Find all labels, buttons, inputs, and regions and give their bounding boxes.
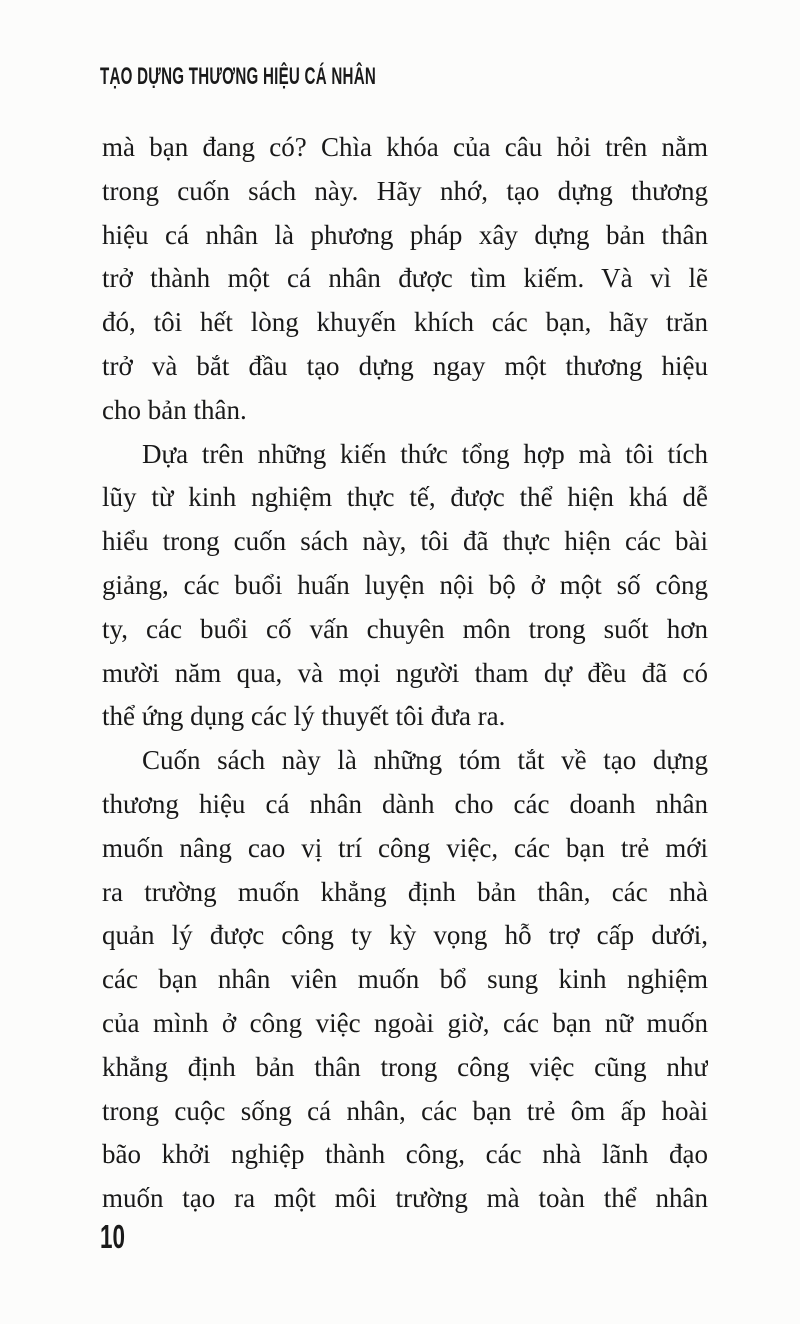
text-line: hiệu cá nhân là phương pháp xây dựng bản thân — [102, 219, 708, 250]
text-line: đó, tôi hết lòng khuyến khích các bạn, hãy trăn — [102, 307, 708, 338]
text-line: lũy từ kinh nghiệm thực tế, được thể hiện khá dễ — [102, 482, 708, 513]
page-number: 10 — [100, 1218, 125, 1255]
text-line: thương hiệu cá nhân dành cho các doanh nhân — [102, 788, 708, 819]
body-text — [102, 126, 708, 1221]
text-line: Dựa trên những kiến thức tổng hợp mà tôi tích — [142, 438, 708, 469]
text-line: khẳng định bản thân trong công việc cũng như — [102, 1051, 708, 1082]
text-line: mà bạn đang có? Chìa khóa của câu hỏi trên nằm — [102, 132, 708, 162]
text-line: muốn nâng cao vị trí công việc, các bạn trẻ mới — [102, 832, 708, 863]
text-line: thể ứng dụng các lý thuyết tôi đưa ra. — [102, 701, 506, 732]
text-line: trong cuốn sách này. Hãy nhớ, tạo dựng thương — [102, 175, 708, 206]
text-line: Cuốn sách này là những tóm tắt về tạo dựng — [142, 745, 708, 776]
text-line: mười năm qua, và mọi người tham dự đều đã có — [102, 657, 708, 688]
text-line: của mình ở công việc ngoài giờ, các bạn nữ muốn — [102, 1007, 708, 1038]
paragraph — [102, 433, 708, 740]
text-line: quản lý được công ty kỳ vọng hỗ trợ cấp dưới, — [102, 920, 708, 951]
text-line: hiểu trong cuốn sách này, tôi đã thực hiện các bài — [102, 526, 708, 557]
text-line: giảng, các buổi huấn luyện nội bộ ở một số công — [102, 569, 708, 600]
text-line: trong cuộc sống cá nhân, các bạn trẻ ôm ấp hoài — [102, 1095, 708, 1126]
text-line: bão khởi nghiệp thành công, các nhà lãnh đạo — [102, 1139, 708, 1170]
text-line: trở và bắt đầu tạo dựng ngay một thương hiệu — [102, 350, 708, 381]
text-line: trở thành một cá nhân được tìm kiếm. Và vì lẽ — [102, 263, 708, 294]
paragraph — [102, 126, 708, 433]
running-header: TẠO DỰNG THƯƠNG HIỆU CÁ NHÂN — [100, 63, 377, 90]
paragraph — [102, 739, 708, 1221]
text-line: ty, các buổi cố vấn chuyên môn trong suốt hơn — [102, 613, 708, 644]
text-line: muốn tạo ra một môi trường mà toàn thể nhân — [102, 1183, 708, 1214]
text-line: cho bản thân. — [102, 394, 247, 425]
text-line: ra trường muốn khẳng định bản thân, các nhà — [102, 876, 708, 907]
text-line: các bạn nhân viên muốn bổ sung kinh nghiệm — [102, 964, 708, 995]
